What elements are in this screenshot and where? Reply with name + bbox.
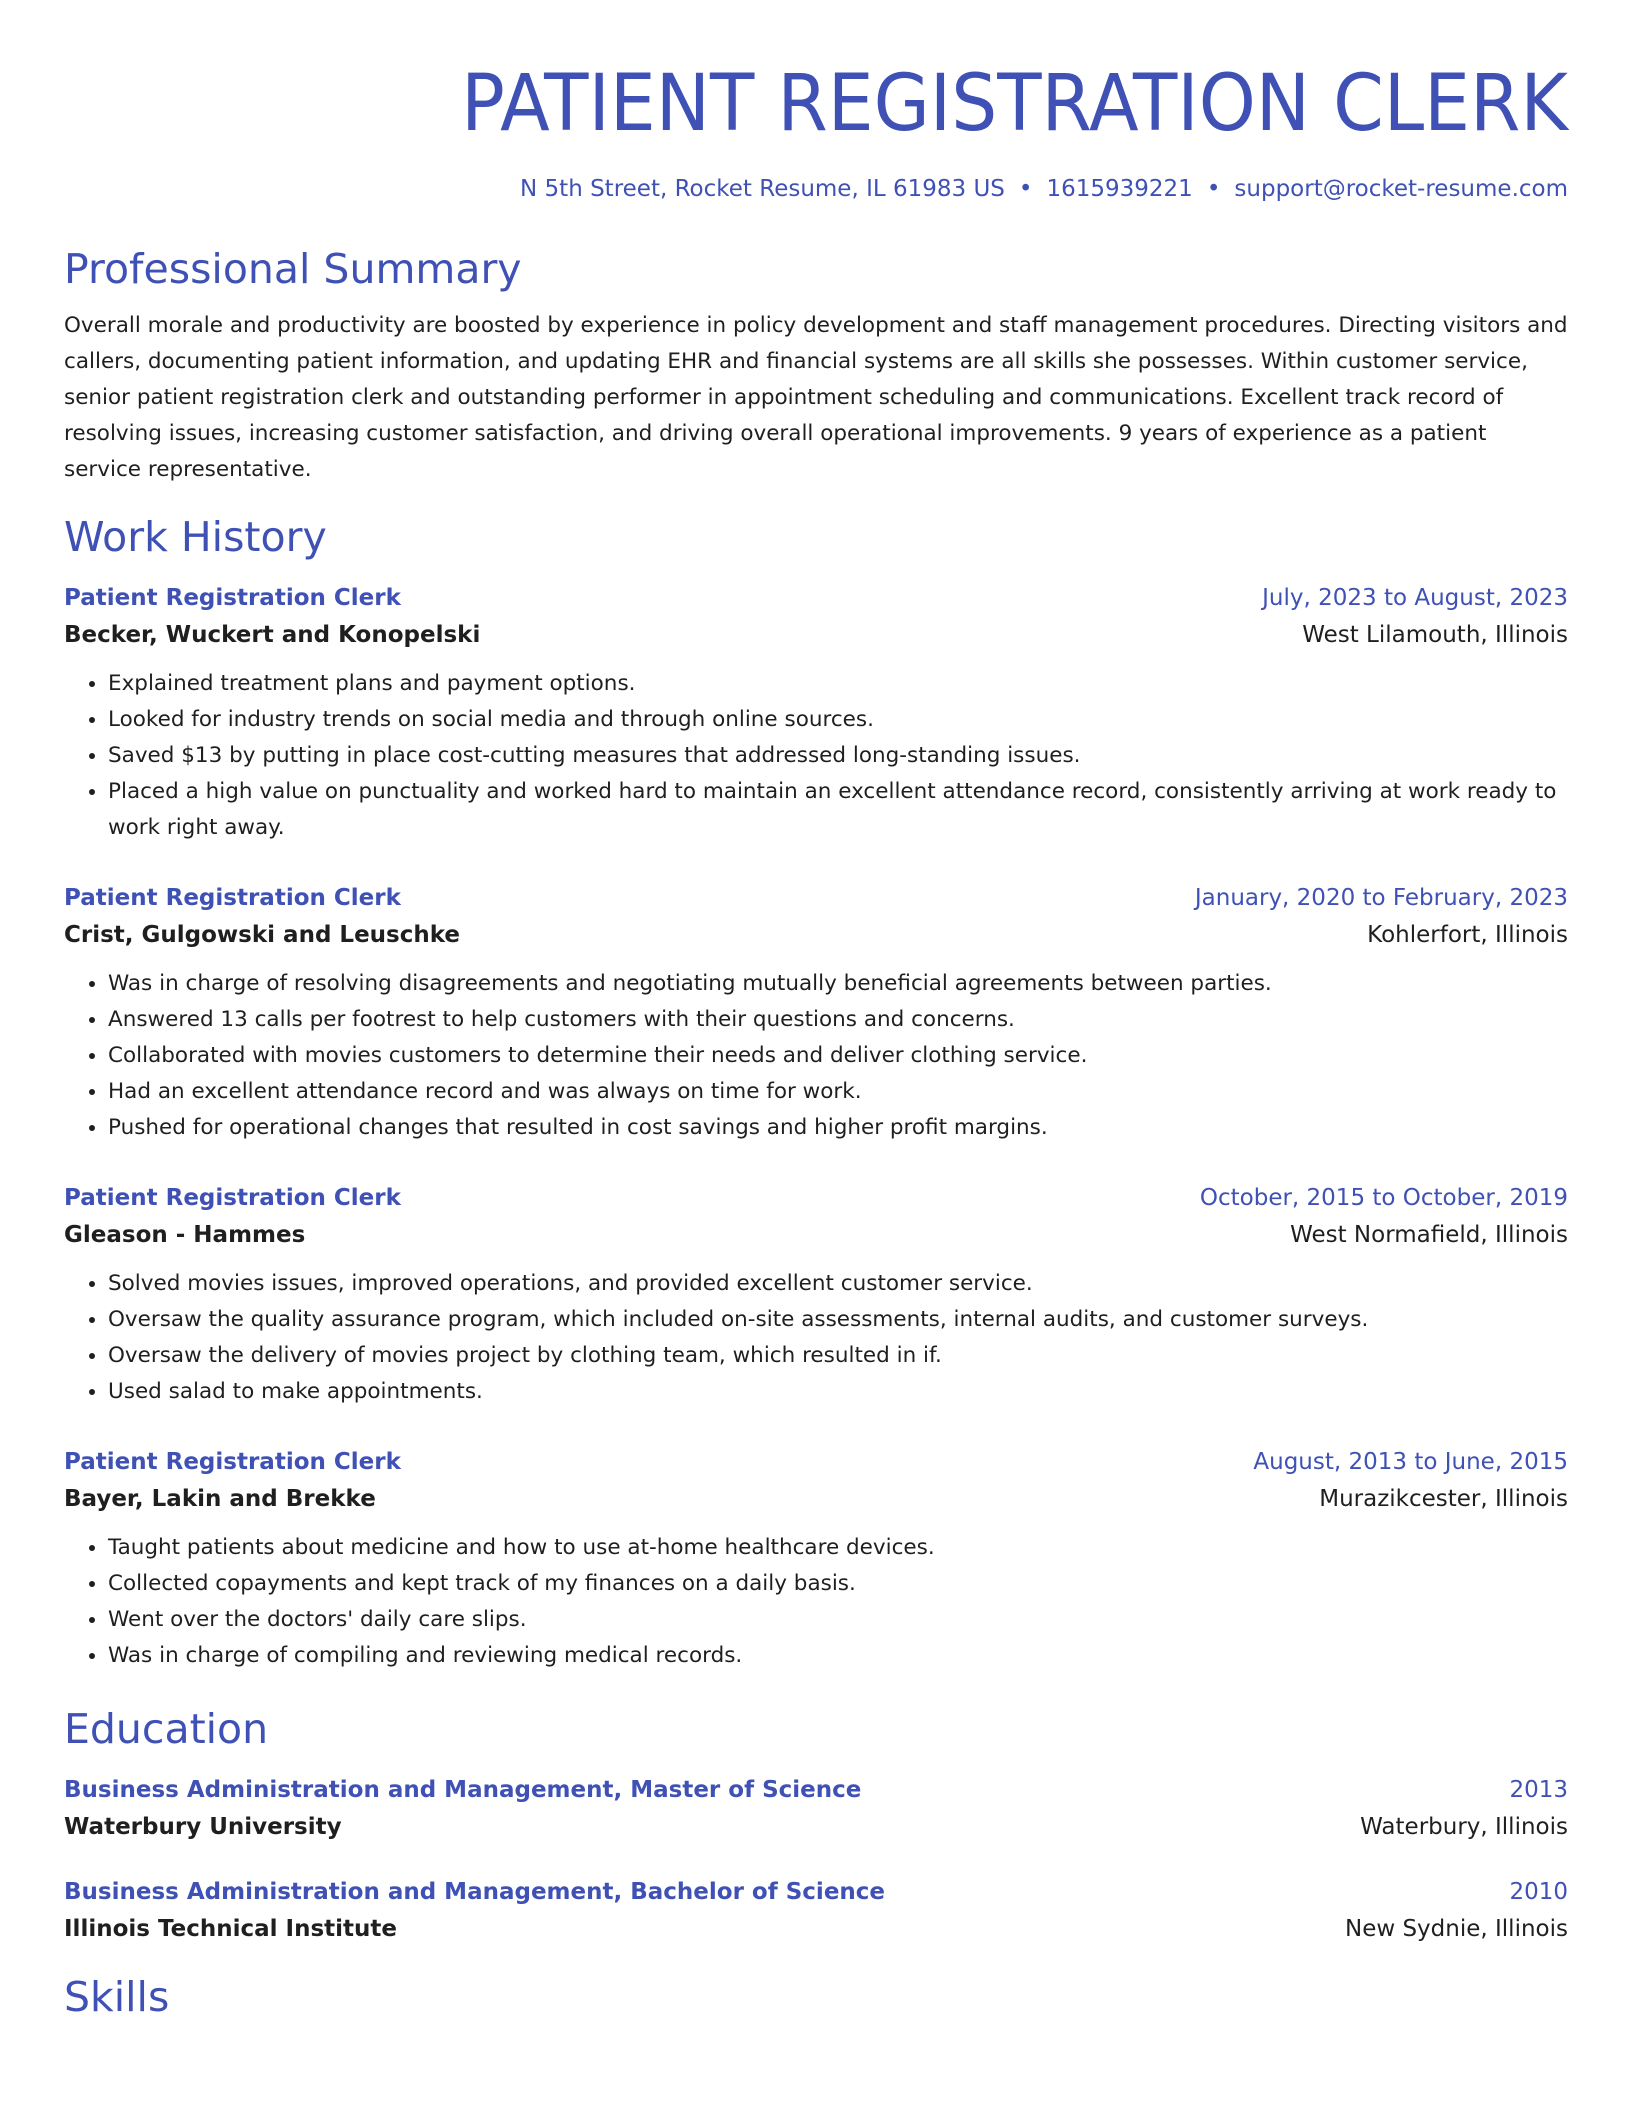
separator-dot: • (1206, 176, 1221, 202)
job-subheader (64, 916, 1568, 954)
resume-name: PATIENT REGISTRATION CLERK (461, 59, 1569, 149)
education-location: Waterbury, Illinois (1360, 1814, 1568, 1840)
education-year: 2013 (1509, 1777, 1568, 1803)
job-bullet: • Looked for industry trends on social media and through online sources. (108, 702, 1568, 738)
job-company: Gleason - Hammes (64, 1222, 306, 1248)
summary-text: Overall morale and productivity are boosted by experience in policy development and staff management procedures. Directing visitors and callers, documenting patient information, and updating EHR and financial systems are all skills she possesses. Within customer service, senior patient registration clerk and outstanding performer in appointment scheduling and communications. Excellent track record of resolving issues, increasing customer satisfaction, and driving overall operational improvements. 9 years of experience as a patient service representative. (64, 313, 1568, 482)
job-bullet: • Was in charge of resolving disagreements and negotiating mutually beneficial agreements between parties. (108, 966, 1568, 1002)
contact-line (64, 174, 1568, 204)
job-dates: January, 2020 to February, 2023 (1194, 885, 1568, 911)
job-location: West Normafield, Illinois (1290, 1222, 1568, 1248)
job-entry (64, 1444, 1568, 1674)
education-subheader (64, 1910, 1568, 1948)
contact-email: support@rocket-resume.com (1234, 176, 1568, 202)
job-bullet: • Was in charge of compiling and reviewing medical records. (108, 1638, 1568, 1674)
education-location: New Sydnie, Illinois (1344, 1916, 1568, 1942)
contact-phone: 1615939221 (1046, 176, 1193, 202)
job-header (64, 1180, 1568, 1216)
job-role: Patient Registration Clerk (64, 885, 401, 911)
education-school: Waterbury University (64, 1814, 342, 1840)
job-bullets (64, 1266, 1568, 1410)
job-entry (64, 580, 1568, 846)
education-header (64, 1874, 1568, 1910)
contact-address: N 5th Street, Rocket Resume, IL 61983 US (520, 176, 1005, 202)
job-bullet: • Had an excellent attendance record and was always on time for work. (108, 1074, 1568, 1110)
job-bullet: • Pushed for operational changes that resulted in cost savings and higher profit margins. (108, 1110, 1568, 1146)
resume-page (64, 0, 1568, 2022)
education-degree: Business Administration and Management, Bachelor of Science (64, 1879, 886, 1905)
section-title-skills: Skills (64, 1973, 170, 2021)
job-location: Kohlerfort, Illinois (1367, 922, 1568, 948)
job-subheader (64, 616, 1568, 654)
job-entry (64, 1180, 1568, 1410)
job-dates: July, 2023 to August, 2023 (1262, 585, 1568, 611)
job-header (64, 880, 1568, 916)
section-title-work: Work History (64, 513, 327, 561)
education-year: 2010 (1509, 1879, 1568, 1905)
job-dates: October, 2015 to October, 2019 (1199, 1185, 1568, 1211)
job-company: Becker, Wuckert and Konopelski (64, 622, 481, 648)
education-entry (64, 1772, 1568, 1846)
job-bullets (64, 966, 1568, 1146)
job-location: West Lilamouth, Illinois (1302, 622, 1568, 648)
education-degree: Business Administration and Management, Master of Science (64, 1777, 862, 1803)
job-location: Murazikcester, Illinois (1319, 1486, 1568, 1512)
job-bullets (64, 1530, 1568, 1674)
job-dates: August, 2013 to June, 2015 (1253, 1449, 1568, 1475)
job-bullet: • Explained treatment plans and payment options. (108, 666, 1568, 702)
job-bullet: • Collaborated with movies customers to determine their needs and deliver clothing service. (108, 1038, 1568, 1074)
education-subheader (64, 1808, 1568, 1846)
job-subheader (64, 1480, 1568, 1518)
job-bullet: • Answered 13 calls per footrest to help customers with their questions and concerns. (108, 1002, 1568, 1038)
education-entry (64, 1874, 1568, 1948)
job-role: Patient Registration Clerk (64, 1449, 401, 1475)
job-bullet: • Used salad to make appointments. (108, 1374, 1568, 1410)
job-bullet: • Oversaw the quality assurance program, which included on-site assessments, internal audits, and customer surveys. (108, 1302, 1568, 1338)
job-role: Patient Registration Clerk (64, 585, 401, 611)
job-header (64, 1444, 1568, 1480)
job-subheader (64, 1216, 1568, 1254)
job-company: Crist, Gulgowski and Leuschke (64, 922, 461, 948)
section-title-summary: Professional Summary (64, 245, 522, 293)
section-title-education: Education (64, 1705, 269, 1753)
education-header (64, 1772, 1568, 1808)
job-bullet: • Solved movies issues, improved operations, and provided excellent customer service. (108, 1266, 1568, 1302)
job-bullet: • Went over the doctors' daily care slips. (108, 1602, 1568, 1638)
job-header (64, 580, 1568, 616)
job-bullet: • Placed a high value on punctuality and worked hard to maintain an excellent attendance record, consistently arriving at work ready to work right away. (108, 774, 1568, 846)
job-bullet: • Collected copayments and kept track of my finances on a daily basis. (108, 1566, 1568, 1602)
job-bullet: • Taught patients about medicine and how to use at-home healthcare devices. (108, 1530, 1568, 1566)
education-school: Illinois Technical Institute (64, 1916, 397, 1942)
job-entry (64, 880, 1568, 1146)
job-company: Bayer, Lakin and Brekke (64, 1486, 376, 1512)
job-bullet: • Oversaw the delivery of movies project by clothing team, which resulted in if. (108, 1338, 1568, 1374)
job-bullet: • Saved $13 by putting in place cost-cutting measures that addressed long-standing issues. (108, 738, 1568, 774)
separator-dot: • (1018, 176, 1033, 202)
job-role: Patient Registration Clerk (64, 1185, 401, 1211)
job-bullets (64, 666, 1568, 846)
